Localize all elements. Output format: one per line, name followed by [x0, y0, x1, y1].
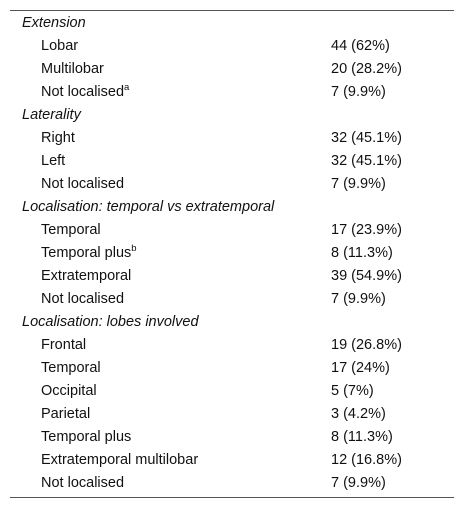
table-row — [10, 219, 454, 242]
row-label: Multilobar — [41, 61, 104, 78]
row-label: Temporal — [41, 222, 101, 239]
row-label-wrap — [10, 62, 331, 77]
row-value: 7 (9.9%) — [331, 176, 386, 193]
row-label: Lobar — [41, 38, 79, 55]
row-value: 5 (7%) — [331, 383, 374, 400]
row-value: 17 (23.9%) — [331, 222, 402, 239]
row-label: Extratemporal multilobar — [41, 452, 199, 469]
section-title: Localisation: lobes involved — [22, 314, 199, 331]
row-label-wrap — [10, 476, 331, 491]
row-label: Left — [41, 153, 66, 170]
row-label-wrap — [10, 223, 331, 238]
row-label: Not localised — [41, 176, 125, 193]
row-label: Occipital — [41, 383, 97, 400]
row-label-wrap — [10, 39, 331, 54]
footnote-marker: b — [131, 243, 137, 255]
section-title: Extension — [22, 15, 86, 32]
row-label-wrap — [10, 430, 331, 445]
row-label-wrap — [10, 292, 331, 307]
row-label-wrap — [10, 361, 331, 376]
table-row — [10, 265, 454, 288]
footnote-marker: a — [124, 82, 130, 94]
table-row — [10, 288, 454, 311]
row-label: Not localised — [41, 291, 125, 308]
row-value: 8 (11.3%) — [331, 429, 393, 446]
table-row — [10, 334, 454, 357]
table-row — [10, 173, 454, 196]
section-title: Localisation: temporal vs extratemporal — [22, 199, 275, 216]
row-label: Frontal — [41, 337, 87, 354]
row-label-wrap — [10, 82, 331, 101]
row-label-wrap — [10, 453, 331, 468]
section-header-extension — [10, 12, 454, 35]
table-row — [10, 35, 454, 58]
row-value: 20 (28.2%) — [331, 61, 402, 78]
row-value: 7 (9.9%) — [331, 84, 386, 101]
row-label: Temporal plus — [41, 245, 132, 262]
section-header-temporal-vs-extratemporal — [10, 196, 454, 219]
row-value: 17 (24%) — [331, 360, 390, 377]
row-value: 3 (4.2%) — [331, 406, 386, 423]
data-table — [10, 10, 454, 498]
row-label-wrap — [10, 407, 331, 422]
row-label-wrap — [10, 154, 331, 169]
table-row — [10, 81, 454, 104]
row-label-wrap — [10, 243, 331, 262]
row-label: Temporal — [41, 360, 101, 377]
row-label-wrap — [10, 338, 331, 353]
table-row — [10, 472, 454, 495]
row-label: Extratemporal — [41, 268, 132, 285]
table-row — [10, 150, 454, 173]
table-row — [10, 357, 454, 380]
row-value: 19 (26.8%) — [331, 337, 402, 354]
row-label: Right — [41, 130, 75, 147]
table-row — [10, 242, 454, 265]
row-label: Not localised — [41, 84, 125, 101]
row-value: 44 (62%) — [331, 38, 390, 55]
row-value: 8 (11.3%) — [331, 245, 393, 262]
table-row — [10, 380, 454, 403]
section-header-laterality — [10, 104, 454, 127]
table-row — [10, 403, 454, 426]
row-value: 12 (16.8%) — [331, 452, 402, 469]
row-label-wrap — [10, 131, 331, 146]
row-value: 32 (45.1%) — [331, 153, 402, 170]
row-label-wrap — [10, 269, 331, 284]
row-label: Not localised — [41, 475, 125, 492]
table-row — [10, 449, 454, 472]
row-label-wrap — [10, 384, 331, 399]
section-header-lobes-involved — [10, 311, 454, 334]
row-label-wrap — [10, 177, 331, 192]
table-row — [10, 426, 454, 449]
row-label: Temporal plus — [41, 429, 132, 446]
table-row — [10, 127, 454, 150]
row-value: 39 (54.9%) — [331, 268, 402, 285]
section-title: Laterality — [22, 107, 81, 124]
row-value: 7 (9.9%) — [331, 291, 386, 308]
table-row — [10, 58, 454, 81]
row-value: 7 (9.9%) — [331, 475, 386, 492]
row-label: Parietal — [41, 406, 91, 423]
row-value: 32 (45.1%) — [331, 130, 402, 147]
